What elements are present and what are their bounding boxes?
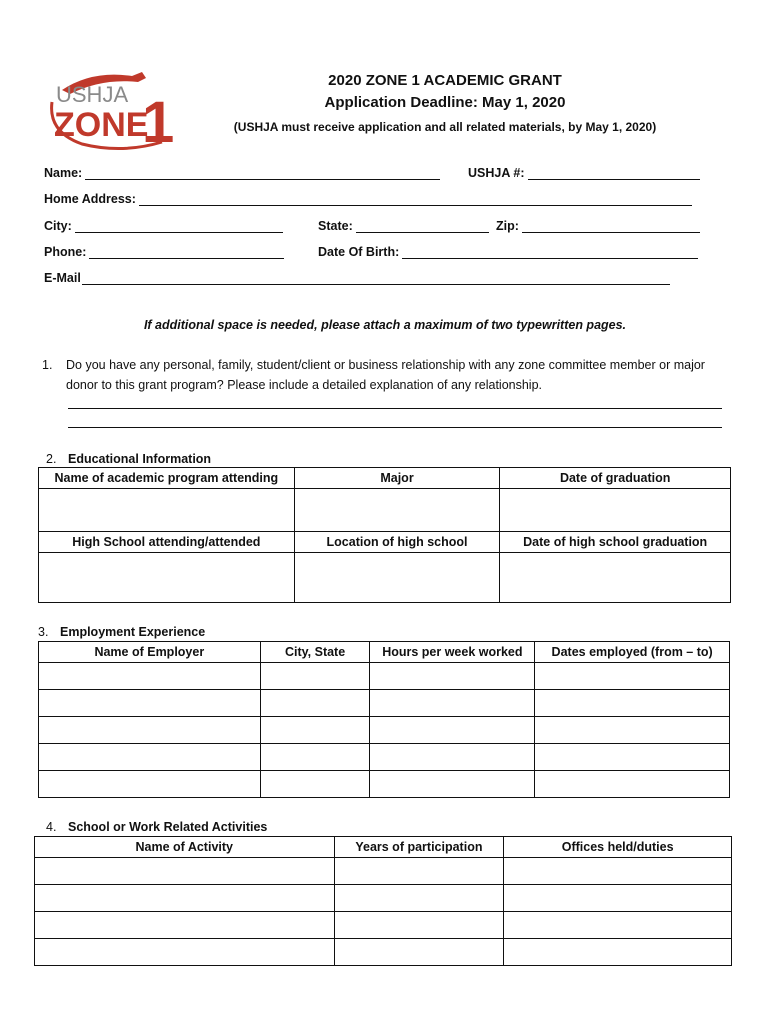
question-1-text: Do you have any personal, family, student/client or business relationship with any zone committee member or major donor to this grant program? Please include a detailed explanation of any relationship. [66, 358, 705, 392]
act-header-activity: Name of Activity [35, 837, 335, 858]
table-cell[interactable] [334, 939, 504, 966]
emp-header-dates: Dates employed (from – to) [535, 642, 730, 663]
question-1 [42, 355, 722, 395]
ushja-number-label: USHJA #: [468, 166, 525, 180]
city-field[interactable] [44, 219, 283, 233]
additional-space-note: If additional space is needed, please attach a maximum of two typewritten pages. [143, 318, 627, 332]
table-cell[interactable] [370, 744, 535, 771]
table-cell[interactable] [504, 912, 732, 939]
table-cell[interactable] [35, 858, 335, 885]
phone-label: Phone: [44, 245, 87, 259]
section-2-heading [46, 452, 211, 466]
table-cell[interactable] [260, 690, 370, 717]
table-cell[interactable] [35, 939, 335, 966]
table-row [39, 663, 730, 690]
zip-field[interactable] [496, 219, 700, 233]
section-3-title: Employment Experience [60, 625, 206, 639]
email-field[interactable] [44, 271, 670, 285]
emp-header-employer: Name of Employer [39, 642, 261, 663]
deadline-text: Application Deadline: May 1, 2020 [324, 94, 566, 111]
edu-header-program: Name of academic program attending [39, 468, 295, 489]
city-line[interactable] [75, 220, 283, 233]
table-cell[interactable] [504, 885, 732, 912]
table-cell[interactable] [370, 690, 535, 717]
state-label: State: [318, 219, 353, 233]
logo-text-bottom: ZONE [54, 106, 149, 144]
educational-table [38, 467, 731, 603]
edu-header-hs-graduation: Date of high school graduation [500, 532, 731, 553]
logo-number: 1 [142, 90, 174, 152]
edu-header-highschool: High School attending/attended [39, 532, 295, 553]
table-cell[interactable] [39, 663, 261, 690]
table-cell[interactable] [260, 744, 370, 771]
table-cell[interactable] [39, 771, 261, 798]
table-row [39, 744, 730, 771]
state-line[interactable] [356, 220, 489, 233]
employment-table [38, 641, 730, 798]
ushja-zone1-logo [42, 62, 174, 152]
table-cell[interactable] [334, 912, 504, 939]
phone-field[interactable] [44, 245, 284, 259]
section-4-heading [46, 820, 267, 834]
phone-line[interactable] [89, 246, 284, 259]
home-address-line[interactable] [139, 193, 692, 206]
edu-cell-major[interactable] [294, 489, 500, 532]
table-cell[interactable] [370, 663, 535, 690]
table-cell[interactable] [334, 885, 504, 912]
table-cell[interactable] [334, 858, 504, 885]
email-label: E-Mail [44, 271, 81, 285]
answer-line-2[interactable] [68, 427, 722, 428]
table-cell[interactable] [260, 663, 370, 690]
section-3-number: 3. [38, 625, 49, 639]
edu-cell-hs-location[interactable] [294, 553, 500, 603]
table-cell[interactable] [370, 717, 535, 744]
table-cell[interactable] [35, 912, 335, 939]
table-cell[interactable] [535, 771, 730, 798]
table-row [35, 885, 732, 912]
home-address-label: Home Address: [44, 192, 136, 206]
zip-label: Zip: [496, 219, 519, 233]
dob-line[interactable] [402, 246, 698, 259]
edu-cell-graduation[interactable] [500, 489, 731, 532]
table-row [39, 771, 730, 798]
table-cell[interactable] [260, 717, 370, 744]
deadline-note: (USHJA must receive application and all related materials, by May 1, 2020) [233, 120, 657, 134]
table-row [35, 858, 732, 885]
table-row [39, 717, 730, 744]
table-cell[interactable] [39, 690, 261, 717]
state-field[interactable] [318, 219, 489, 233]
table-cell[interactable] [504, 939, 732, 966]
name-label: Name: [44, 166, 83, 180]
table-cell[interactable] [260, 771, 370, 798]
edu-cell-hs-graduation[interactable] [500, 553, 731, 603]
activities-table [34, 836, 732, 966]
page-title: 2020 ZONE 1 ACADEMIC GRANT [328, 72, 562, 89]
ushja-number-line[interactable] [528, 167, 700, 180]
logo-text-top: USHJA [56, 82, 129, 107]
email-line[interactable] [82, 272, 670, 285]
dob-label: Date Of Birth: [318, 245, 400, 259]
logo-graphic [42, 62, 174, 152]
table-cell[interactable] [535, 663, 730, 690]
edu-cell-program[interactable] [39, 489, 295, 532]
edu-header-graduation: Date of graduation [500, 468, 731, 489]
table-row [35, 939, 732, 966]
table-cell[interactable] [370, 771, 535, 798]
section-3-heading [38, 625, 205, 639]
dob-field[interactable] [318, 245, 698, 259]
section-2-title: Educational Information [68, 452, 212, 466]
table-row [35, 912, 732, 939]
act-header-offices: Offices held/duties [504, 837, 732, 858]
table-cell[interactable] [504, 858, 732, 885]
table-cell[interactable] [535, 690, 730, 717]
name-line[interactable] [85, 167, 440, 180]
table-cell[interactable] [35, 885, 335, 912]
act-header-years: Years of participation [334, 837, 504, 858]
name-field[interactable] [44, 166, 440, 180]
table-cell[interactable] [39, 717, 261, 744]
section-2-number: 2. [46, 452, 57, 466]
edu-header-major: Major [294, 468, 500, 489]
emp-header-hours: Hours per week worked [370, 642, 535, 663]
edu-cell-highschool[interactable] [39, 553, 295, 603]
table-cell[interactable] [535, 717, 730, 744]
home-address-field[interactable] [44, 192, 692, 206]
section-4-title: School or Work Related Activities [68, 820, 268, 834]
table-row [39, 690, 730, 717]
emp-header-city-state: City, State [260, 642, 370, 663]
answer-line-1[interactable] [68, 408, 722, 409]
table-cell[interactable] [535, 744, 730, 771]
ushja-number-field[interactable] [468, 166, 700, 180]
section-4-number: 4. [46, 820, 57, 834]
table-cell[interactable] [39, 744, 261, 771]
zip-line[interactable] [522, 220, 700, 233]
city-label: City: [44, 219, 72, 233]
edu-header-hs-location: Location of high school [294, 532, 500, 553]
question-1-number: 1. [42, 358, 53, 372]
